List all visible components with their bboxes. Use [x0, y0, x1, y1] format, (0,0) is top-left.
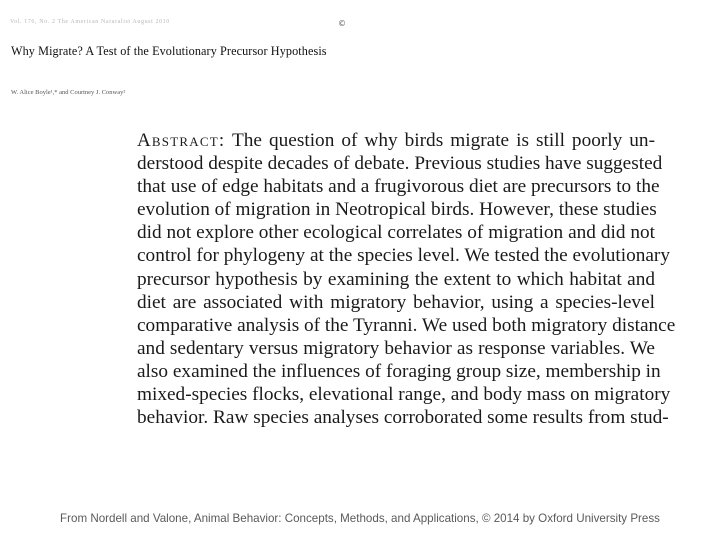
running-head: Vol. 176, No. 2 The American Naturalist August 2010 — [10, 19, 170, 25]
abstract-line-text: The question of why birds migrate is still poorly un- — [232, 130, 655, 151]
article-title: Why Migrate? A Test of the Evolutionary Precursor Hypothesis — [11, 44, 327, 58]
copyright-symbol-icon: © — [338, 19, 346, 28]
abstract-line: precursor hypothesis by examining the extent to which habitat and — [137, 268, 655, 290]
abstract — [137, 129, 676, 429]
abstract-line: behavior. Raw species analyses corroborated some results from stud- — [137, 407, 669, 429]
abstract-line: derstood despite decades of debate. Previous studies have suggested — [137, 153, 663, 175]
abstract-line — [137, 129, 655, 152]
abstract-line: diet are associated with migratory behavior, using a species-level — [137, 291, 655, 313]
abstract-line: also examined the influences of foraging group size, membership in — [137, 360, 661, 382]
abstract-line: mixed-species flocks, elevational range, and body mass on migratory — [137, 384, 671, 406]
author-list: W. Alice Boyle¹,* and Courtney J. Conway² — [11, 89, 126, 96]
abstract-line: did not explore other ecological correlates of migration and did not — [137, 222, 655, 244]
abstract-line: comparative analysis of the Tyranni. We used both migratory distance — [137, 314, 676, 336]
abstract-line: control for phylogeny at the species level. We tested the evolutionary — [137, 245, 670, 267]
abstract-line: that use of edge habitats and a frugivorous diet are precursors to the — [137, 176, 660, 198]
abstract-line: and sedentary versus migratory behavior as response variables. We — [137, 337, 655, 359]
abstract-label: Abstract: — [137, 130, 226, 151]
source-citation: From Nordell and Valone, Animal Behavior: Concepts, Methods, and Applications, © 2014 by Oxford University Press — [60, 512, 660, 525]
abstract-line: evolution of migration in Neotropical birds. However, these studies — [137, 199, 657, 221]
